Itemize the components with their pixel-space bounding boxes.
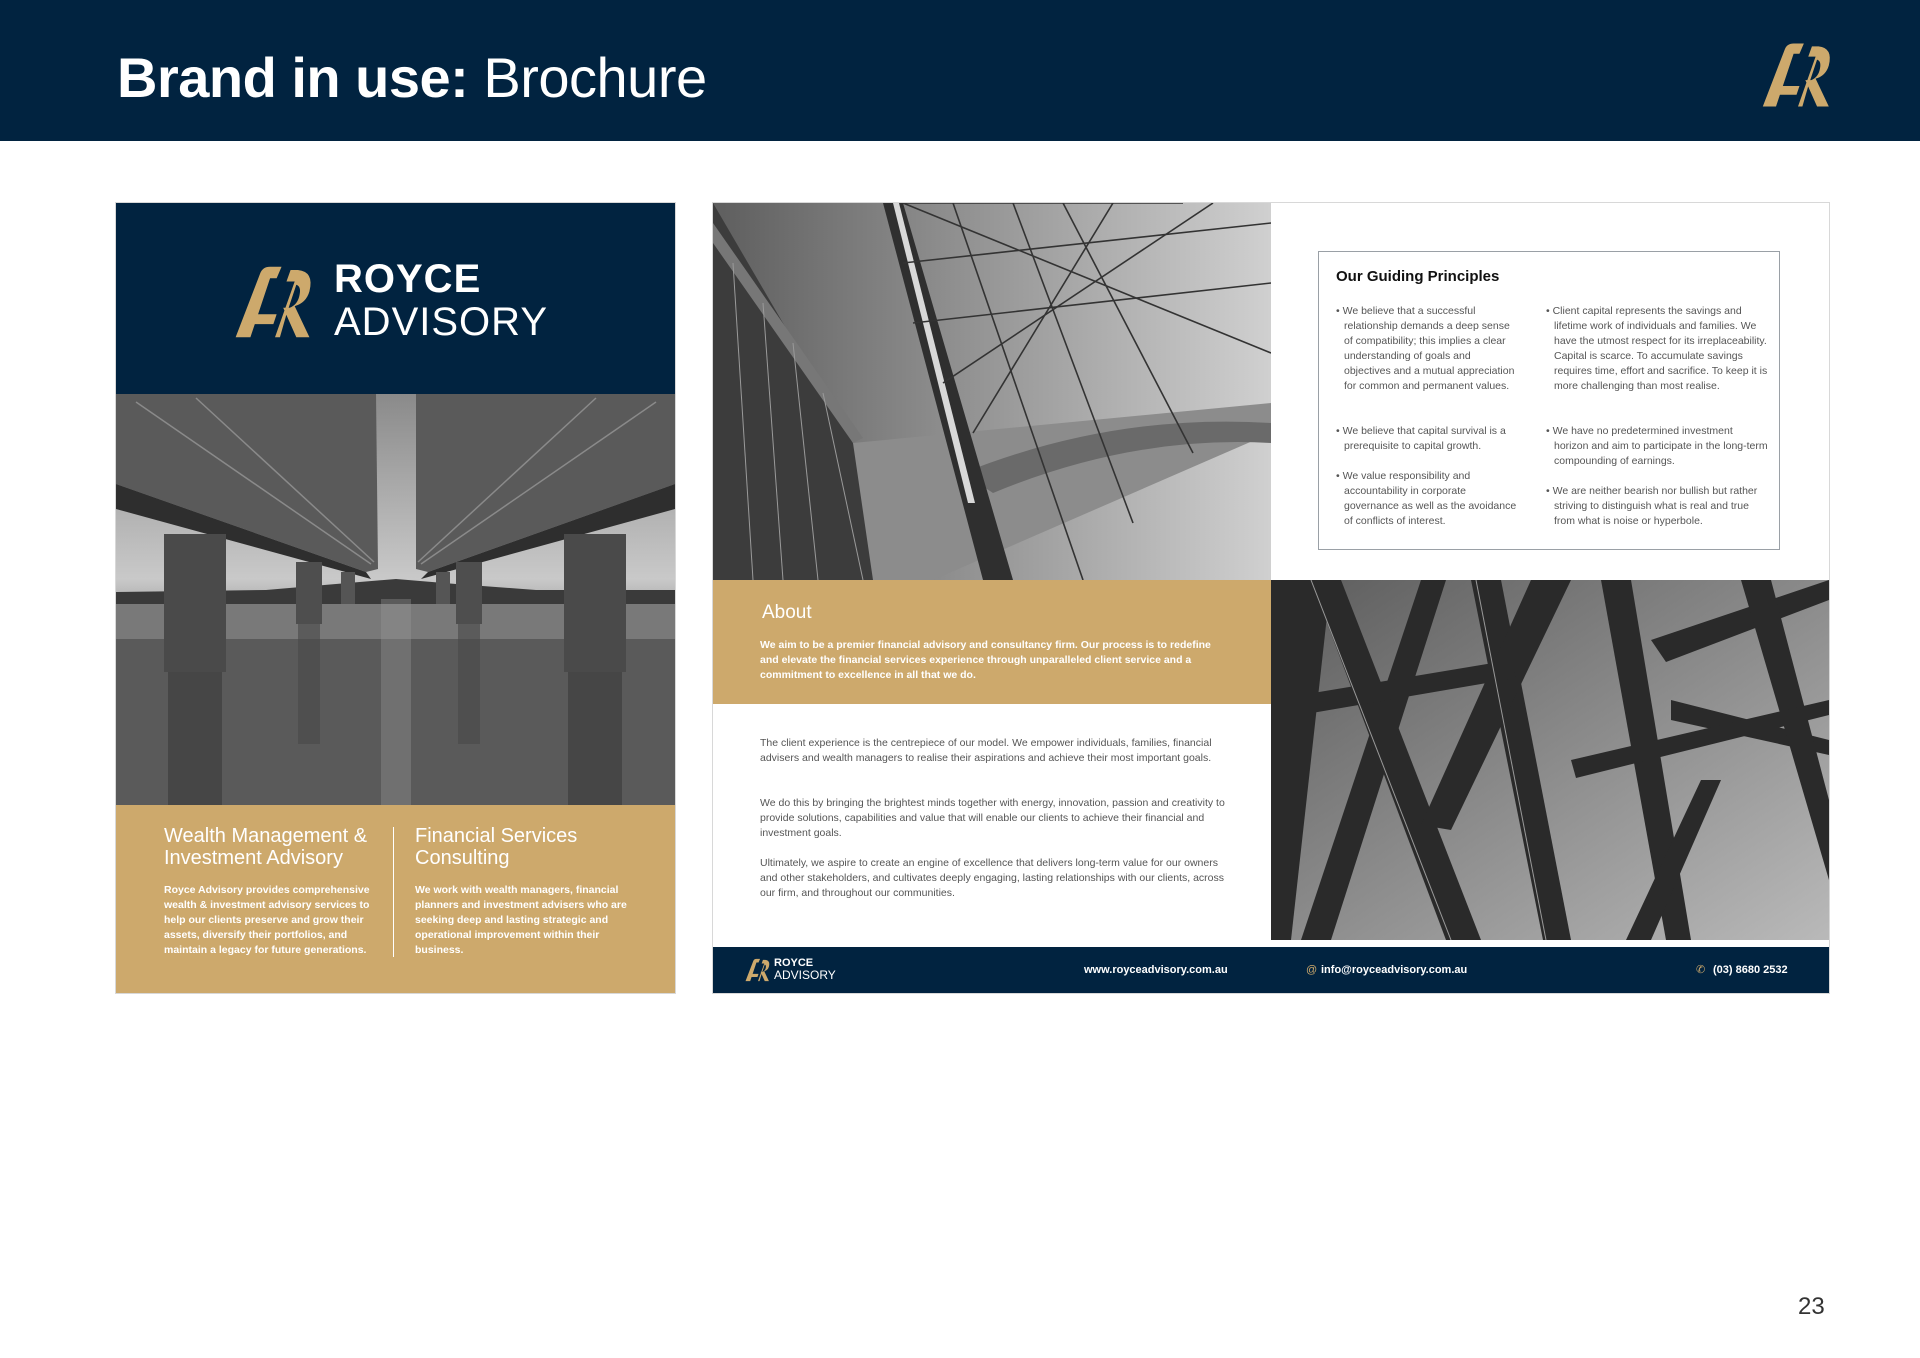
guiding-principles-box xyxy=(1318,251,1780,550)
principles-title: Our Guiding Principles xyxy=(1336,268,1500,285)
footer-phone[interactable]: (03) 8680 2532 xyxy=(1713,964,1788,976)
steel-bridge-truss-photo xyxy=(1271,580,1829,940)
page-title-bold: Brand in use: xyxy=(117,46,469,109)
phone-icon: ✆ xyxy=(1696,964,1706,976)
about-paragraph-2: We do this by bringing the brightest minds together with energy, innovation, passion and creativity to provide solutions, capabilities and value that will enable our clients to achieve their financial and investment goals. xyxy=(760,797,1225,839)
spread-footer xyxy=(713,947,1829,993)
footer-email-link[interactable]: info@royceadvisory.com.au xyxy=(1321,964,1468,976)
about-paragraph-1: The client experience is the centrepiece of our model. We empower individuals, families, financial advisers and wealth managers to realise their aspirations and achieve their most important goals. xyxy=(760,737,1212,764)
cover-services-panel xyxy=(116,805,675,993)
principle-left-1: • We believe that a successful relationship demands a deep sense of compatibility; this implies a clear understanding of goals and objectives and a mutual appreciation for common and permanent values. xyxy=(1336,305,1515,392)
header-bar xyxy=(0,0,1920,141)
page-title-rest: Brochure xyxy=(468,46,707,109)
about-paragraph-3: Ultimately, we aspire to create an engine of excellence that delivers long-term value for our owners and other stakeholders, and cultivates deeply engaging, lasting relationships with our clients, across our firm, and throughout our communities. xyxy=(760,857,1225,899)
brochure-cover xyxy=(116,203,675,993)
royce-advisory-monogram-icon xyxy=(234,263,316,341)
service-body-consulting: We work with wealth managers, financial planners and investment advisers who are seeking deep and lasting strategic and operational improvement within their business. xyxy=(415,884,627,956)
principle-right-3: • We are neither bearish nor bullish but rather striving to distinguish what is real and true from what is noise or hyperbole. xyxy=(1546,485,1758,527)
footer-website-link[interactable]: www.royceadvisory.com.au xyxy=(1084,964,1228,976)
cover-brand-subname: ADVISORY xyxy=(334,300,548,344)
at-icon: @ xyxy=(1306,964,1318,976)
royce-advisory-monogram-icon xyxy=(1760,42,1836,108)
service-heading-wealth: Wealth Management & Investment Advisory xyxy=(164,825,368,869)
page-title xyxy=(117,46,707,110)
service-heading-consulting: Financial Services Consulting xyxy=(415,825,578,869)
about-body xyxy=(713,704,1271,940)
royce-advisory-monogram-icon xyxy=(745,958,771,982)
brochure-spread xyxy=(713,203,1829,993)
cable-bridge-fog-photo xyxy=(713,203,1271,580)
cover-brand-name: ROYCE xyxy=(334,257,482,301)
cover-brand-panel xyxy=(116,203,675,394)
footer-brand-subname: ADVISORY xyxy=(774,968,836,982)
principle-right-1: • Client capital represents the savings and lifetime work of individuals and families. We have the utmost respect for its irreplaceability. Capital is scarce. To accumulate savings requires time, effort and sacrifice. To keep it is more challenging than most realise. xyxy=(1546,305,1768,392)
column-divider xyxy=(393,827,394,957)
about-panel xyxy=(713,580,1271,704)
principle-right-2: • We have no predetermined investment horizon and aim to participate in the long-term compounding of earnings. xyxy=(1546,425,1768,467)
principle-left-3: • We value responsibility and accountability in corporate governance as well as the avoidance of conflicts of interest. xyxy=(1336,470,1517,527)
about-lead: We aim to be a premier financial advisory and consultancy firm. Our process is to redefine and elevate the financial services experience through unparalleled client service and a commitment to excellence in all that we do. xyxy=(760,639,1211,681)
page-number: 23 xyxy=(1798,1293,1825,1320)
bridge-underside-over-water-photo xyxy=(116,394,675,805)
principle-left-2: • We believe that capital survival is a prerequisite to capital growth. xyxy=(1336,425,1506,452)
footer-brand-name: ROYCE xyxy=(774,957,814,969)
about-title: About xyxy=(762,602,812,623)
service-body-wealth: Royce Advisory provides comprehensive wealth & investment advisory services to help our clients preserve and grow their assets, diversify their portfolios, and maintain a legacy for future generations. xyxy=(164,884,370,956)
principles-area xyxy=(1271,203,1829,580)
